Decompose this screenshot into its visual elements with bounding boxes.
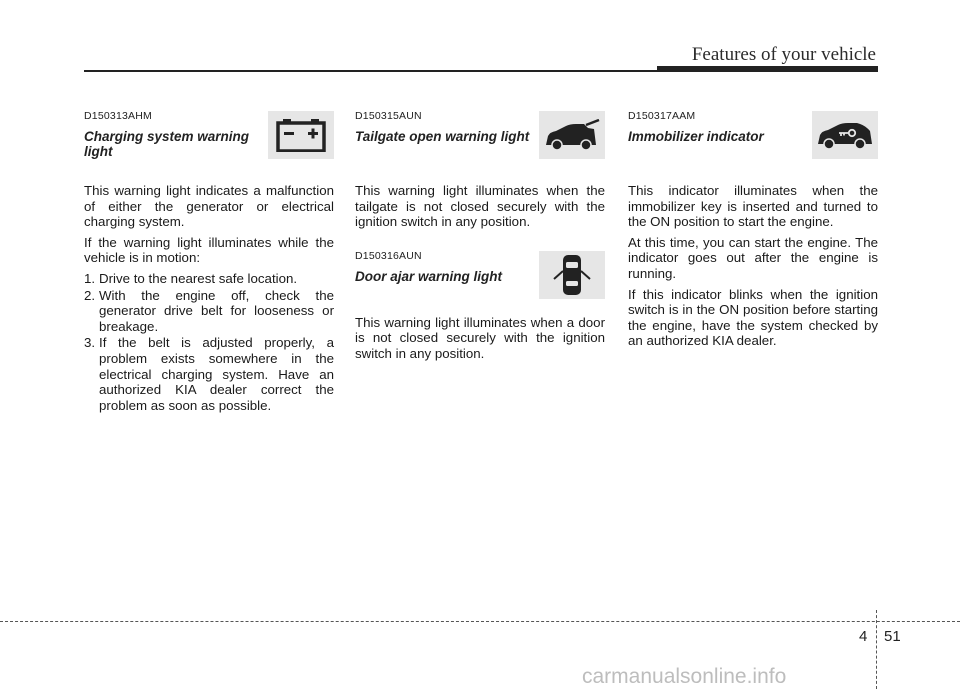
watermark: carmanualsonline.info [582, 665, 787, 688]
paragraph: If this indicator blinks when the ignition switch is in the ON position before starting the engine, have the system checked by an authorized KIA dealer. [628, 286, 878, 349]
header-title: Features of your vehicle [691, 44, 876, 65]
section-heading: Charging system warning light [84, 129, 250, 159]
header-rule-accent [657, 66, 878, 72]
footer-rule [0, 621, 960, 622]
paragraph: This warning light illuminates when a door is not closed securely with the ignition switch in any position. [355, 314, 605, 361]
section-code: D150316AUN [355, 249, 422, 262]
section-heading: Immobilizer indicator [628, 129, 764, 144]
section-code: D150315AUN [355, 110, 422, 122]
paragraph: This warning light indicates a malfunction of either the generator or electrical charging system. [84, 183, 334, 230]
immobilizer-car-key-icon [812, 111, 878, 159]
section-heading: Tailgate open warning light [355, 129, 530, 144]
section-code: D150313AHM [84, 110, 152, 122]
paragraph: At this time, you can start the engine. The indicator goes out after the engine is running. [628, 234, 878, 281]
step-text: If the belt is adjusted properly, a problem exists somewhere in the electrical charging system. Have an authorized KIA dealer correct the problem as soon as possible. [99, 335, 334, 413]
footer-divider [876, 610, 877, 689]
door-ajar-icon [539, 251, 605, 299]
immobilizer-section [628, 110, 878, 354]
step-text: Drive to the nearest safe location. [99, 270, 298, 286]
battery-icon [268, 111, 334, 159]
tailgate-section [355, 110, 605, 367]
section-heading: Door ajar warning light [355, 268, 503, 284]
steps-list [84, 271, 334, 413]
list-item [84, 271, 334, 287]
paragraph: This indicator illuminates when the immobilizer key is inserted and turned to the ON position to start the engine. [628, 183, 878, 230]
step-number: 1. [84, 270, 96, 286]
list-item [84, 335, 334, 413]
tailgate-open-icon [539, 111, 605, 159]
chapter-number: 4 [859, 628, 868, 645]
paragraph: This warning light illuminates when the tailgate is not closed securely with the ignition switch in any position. [355, 183, 605, 230]
paragraph: If the warning light illuminates while the vehicle is in motion: [84, 234, 334, 266]
section-code: D150317AAM [628, 110, 696, 122]
list-item [84, 288, 334, 335]
door-section [355, 250, 605, 362]
step-text: With the engine off, check the generator drive belt for looseness or breakage. [99, 287, 334, 334]
step-number: 3. [84, 335, 96, 351]
step-number: 2. [84, 287, 96, 303]
charging-section [84, 110, 334, 414]
page-number: 51 [884, 628, 901, 645]
